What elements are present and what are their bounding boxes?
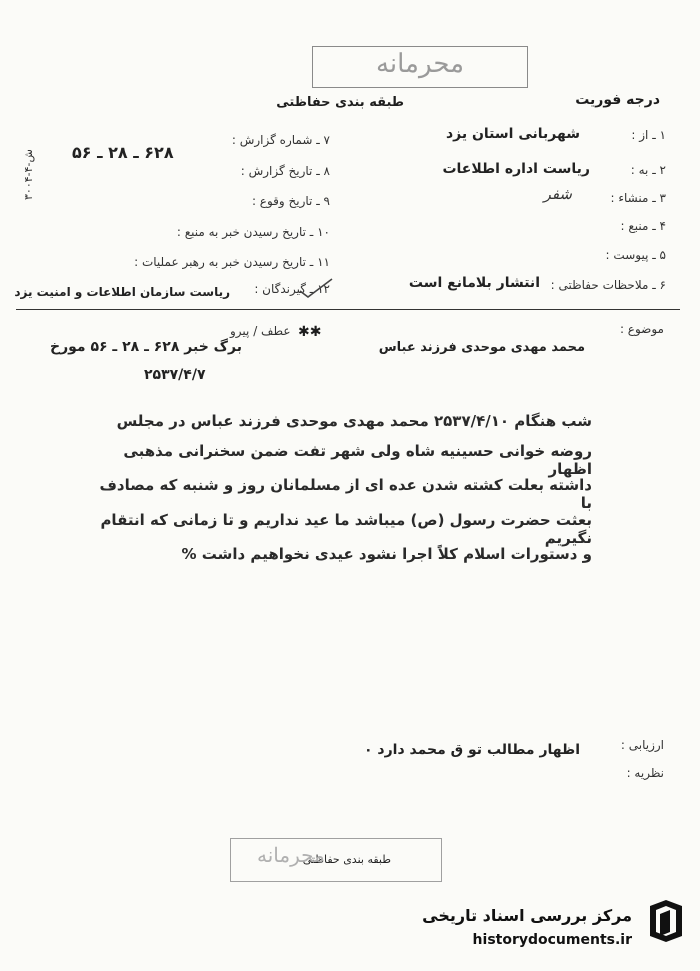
footer-classification-text: طبقه بندی حفاظتی [302, 853, 391, 866]
opinion-label: نظریه : [626, 766, 664, 780]
ref-star-icon: ✱✱ [298, 324, 322, 340]
field-from-label: ۱ ـ از : [631, 128, 666, 142]
field-report-number-label: ۷ ـ شماره گزارش : [231, 133, 330, 147]
field-recipients-value: ریاست سازمان اطلاعات و امنیت یزد [14, 285, 230, 299]
field-from-value: شهربانی استان یزد [445, 126, 580, 142]
field-report-number-value: ۶۲۸ ـ ۲۸ ـ ۵۶ [72, 143, 174, 162]
field-origin-value: شفر [543, 185, 572, 203]
ref-value: برگ خبر ۶۲۸ ـ ۲۸ ـ ۵۶ مورخ [50, 339, 242, 355]
field-source-date-label: ۱۰ ـ تاریخ رسیدن خبر به منبع : [176, 225, 330, 239]
watermark-url: historydocuments.ir [472, 932, 632, 948]
assessment-value: اظهار مطالب تو ق محمد دارد ٠ [364, 742, 580, 758]
body-line: داشته بعلت کشته شدن عده ای از مسلمانان روز و شنبه که مصادف با [99, 476, 592, 512]
field-to-value: ریاست اداره اطلاعات [442, 161, 590, 177]
body-line: روضه خوانی حسینیه شاه ولی شهر تفت ضمن سخنرانی مذهبی اظهار [123, 442, 592, 478]
stamp-bottom-text: محرمانه [257, 843, 325, 867]
body-line: و دستورات اسلام کلاً اجرا نشود عیدی نخواهیم داشت % [181, 545, 592, 563]
footer-classification-box [230, 838, 442, 882]
body-line: بعثت حضرت رسول (ص) میباشد ما عید نداریم و تا زمانی که انتقام نگیریم [100, 511, 592, 547]
ref-label: عطف / پیرو [230, 324, 291, 338]
ref-date: ۲۵۳۷/۴/۷ [144, 367, 206, 383]
body-line: شب هنگام ۲۵۳۷/۴/۱۰ محمد مهدی موحدی فرزند عباس در مجلس [116, 412, 592, 430]
header-separator [16, 309, 680, 310]
priority-label: درجه فوریت [575, 92, 660, 108]
field-report-date-label: ۸ ـ تاریخ گزارش : [240, 164, 330, 178]
classification-label: طبقه بندی حفاظتی [276, 95, 404, 110]
field-source-label: ۴ ـ منبع : [620, 219, 666, 233]
field-origin-label: ۳ ـ منشاء : [610, 191, 666, 205]
archive-logo-icon [646, 898, 686, 944]
field-attachment-label: ۵ ـ پیوست : [605, 248, 666, 262]
field-recipients-label: ۱۲ ـ گیرندگان : [254, 282, 330, 296]
field-event-date-label: ۹ ـ تاریخ وقوع : [251, 194, 330, 208]
subject-value: محمد مهدی موحدی فرزند عباس [378, 340, 585, 355]
field-security-value: انتشار بلامانع است [408, 275, 540, 291]
field-security-label: ۶ ـ ملاحظات حفاظتی : [550, 278, 666, 292]
check-mark-icon [298, 277, 334, 299]
subject-label: موضوع : [619, 322, 664, 336]
assessment-label: ارزیابی : [620, 738, 664, 752]
confidential-stamp-top [312, 46, 528, 88]
field-to-label: ۲ ـ به : [630, 163, 666, 177]
side-note: ش-۴-۳۰۰۴ [22, 149, 35, 200]
watermark-title: مرکز بررسی اسناد تاریخی [422, 906, 632, 925]
stamp-top-text: محرمانه [375, 49, 465, 79]
field-ops-date-label: ۱۱ ـ تاریخ رسیدن خبر به رهبر عملیات : [134, 255, 330, 269]
